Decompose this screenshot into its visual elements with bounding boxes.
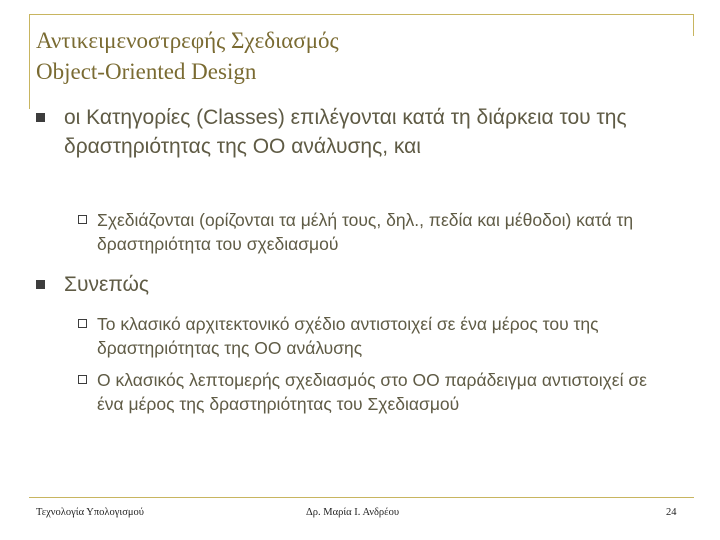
bullet-item [36, 270, 686, 300]
square-bullet-icon [36, 113, 45, 122]
frame-left-line [29, 14, 30, 109]
footer-author: Δρ. Μαρία Ι. Ανδρέου [306, 507, 400, 518]
frame-top-line [29, 14, 694, 15]
hollow-square-bullet-icon [78, 319, 87, 328]
sub-bullet-text: Ο κλασικός λεπτομερής σχεδιασμός στο ΟΟ παράδειγμα αντιστοιχεί σε ένα μέρος της δραστηριότητας του Σχεδιασμού [97, 370, 647, 414]
hollow-square-bullet-icon [78, 215, 87, 224]
square-bullet-icon [36, 280, 45, 289]
footer-course: Τεχνολογία Υπολογισμού [36, 507, 144, 518]
hollow-square-bullet-icon [78, 375, 87, 384]
sub-bullet-item [78, 208, 678, 258]
title-english: Object-Oriented Design [36, 59, 257, 84]
bullet-text: οι Κατηγορίες (Classes) επιλέγονται κατά τη διάρκεια του της δραστηριότητας της ΟΟ ανάλυσης, και [64, 106, 627, 158]
sub-bullet-item [78, 312, 678, 362]
frame-right-line [693, 14, 694, 36]
slide-title [36, 25, 339, 87]
frame-bottom-line [29, 497, 694, 498]
title-greek: Αντικειμενοστρεφής Σχεδιασμός [36, 28, 339, 53]
sub-bullet-text: Σχεδιάζονται (ορίζονται τα μέλή τους, δηλ., πεδία και μέθοδοι) κατά τη δραστηριότητα του σχεδιασμού [97, 210, 634, 254]
bullet-text: Συνεπώς [64, 273, 150, 296]
sub-bullet-text: Το κλασικό αρχιτεκτονικό σχέδιο αντιστοιχεί σε ένα μέρος του της δραστηριότητας της ΟΟ ανάλυσης [97, 314, 599, 358]
sub-bullet-item [78, 368, 678, 444]
bullet-item [36, 103, 686, 193]
page-number: 24 [666, 507, 677, 518]
